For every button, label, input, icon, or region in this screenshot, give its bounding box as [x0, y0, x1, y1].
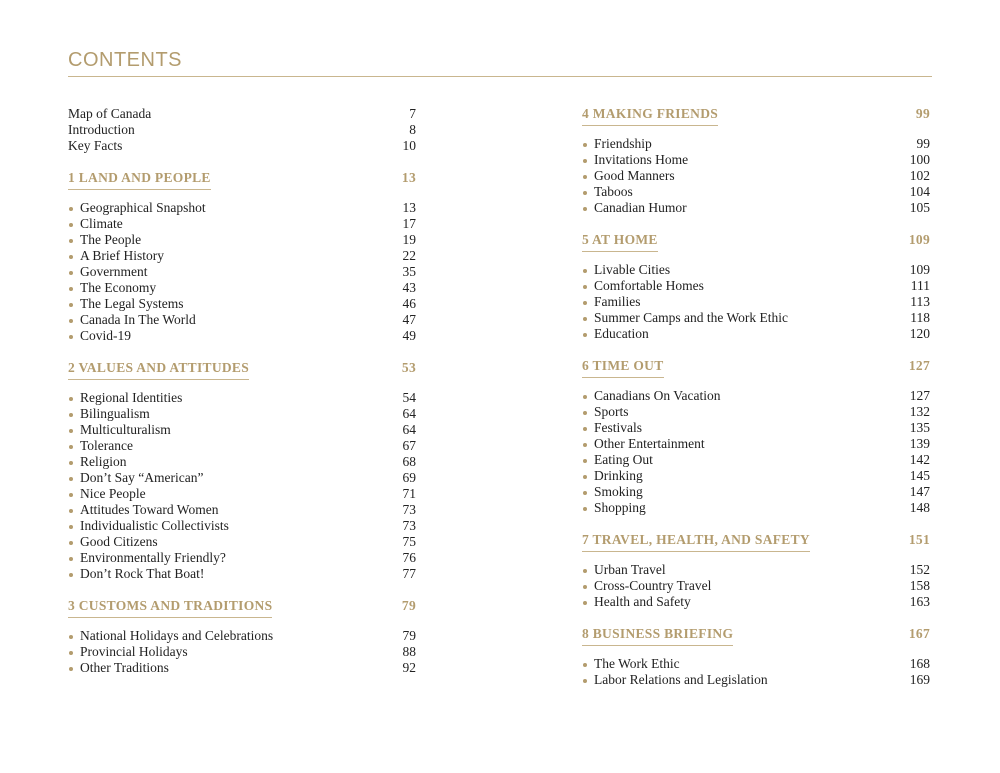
toc-item-page: 67 — [402, 438, 416, 453]
toc-item-label: Other Traditions — [68, 660, 169, 676]
toc-section-heading[interactable] — [582, 532, 930, 554]
toc-item[interactable] — [582, 136, 930, 152]
toc-item[interactable] — [68, 660, 416, 676]
toc-item[interactable] — [68, 628, 416, 644]
toc-item[interactable] — [68, 248, 416, 264]
toc-item-page: 54 — [402, 390, 416, 405]
toc-item-page: 71 — [402, 486, 416, 501]
section-page: 53 — [401, 360, 416, 375]
toc-item[interactable] — [582, 578, 930, 594]
toc-item-label: The Work Ethic — [582, 656, 680, 672]
toc-item-page: 132 — [909, 404, 930, 419]
toc-item[interactable] — [582, 594, 930, 610]
toc-item-label: Good Citizens — [68, 534, 158, 550]
toc-item[interactable] — [68, 200, 416, 216]
toc-item-label: Multiculturalism — [68, 422, 171, 438]
toc-item-label: National Holidays and Celebrations — [68, 628, 273, 644]
toc-item-label: Environmentally Friendly? — [68, 550, 226, 566]
toc-item-label: Invitations Home — [582, 152, 688, 168]
toc-item-label: Regional Identities — [68, 390, 182, 406]
toc-item-label: Geographical Snapshot — [68, 200, 206, 216]
toc-item[interactable] — [582, 420, 930, 436]
toc-item-page: 135 — [909, 420, 930, 435]
toc-item-label: Map of Canada — [68, 106, 152, 121]
toc-item-label: Urban Travel — [582, 562, 666, 578]
toc-item[interactable] — [68, 486, 416, 502]
toc-item-page: 163 — [909, 594, 930, 609]
toc-item[interactable] — [582, 310, 930, 326]
toc-item-label: Canada In The World — [68, 312, 196, 328]
toc-item[interactable] — [582, 500, 930, 516]
toc-item-page: 113 — [910, 294, 930, 309]
toc-item-page: 73 — [402, 502, 416, 517]
toc-right-column — [582, 106, 930, 688]
toc-item-page: 147 — [909, 484, 930, 499]
toc-item[interactable] — [582, 168, 930, 184]
toc-item-label: Key Facts — [68, 138, 123, 153]
toc-item[interactable] — [68, 438, 416, 454]
section-title: 8 BUSINESS BRIEFING — [582, 626, 733, 646]
toc-item-page: 127 — [909, 388, 930, 403]
toc-section-heading[interactable] — [582, 106, 930, 128]
toc-item-label: Don’t Say “American” — [68, 470, 203, 486]
toc-item-page: 75 — [402, 534, 416, 549]
toc-item[interactable] — [68, 566, 416, 582]
heading-divider — [68, 76, 932, 77]
toc-item-page: 13 — [402, 200, 416, 215]
section-title: 7 TRAVEL, HEALTH, AND SAFETY — [582, 532, 810, 552]
section-page: 99 — [915, 106, 930, 121]
toc-item-label: Comfortable Homes — [582, 278, 704, 294]
toc-item-label: Individualistic Collectivists — [68, 518, 229, 534]
toc-item-page: 47 — [402, 312, 416, 327]
toc-item-label: Religion — [68, 454, 127, 470]
toc-item-label: Climate — [68, 216, 123, 232]
toc-item-page: 168 — [909, 656, 930, 671]
toc-item-label: The People — [68, 232, 141, 248]
toc-item-page: 19 — [402, 232, 416, 247]
toc-item-page: 118 — [910, 310, 930, 325]
toc-item[interactable] — [68, 216, 416, 232]
toc-item[interactable] — [582, 562, 930, 578]
toc-front-item[interactable] — [68, 106, 416, 122]
toc-section-heading[interactable] — [68, 360, 416, 382]
section-page: 151 — [908, 532, 930, 547]
toc-item-page: 73 — [402, 518, 416, 533]
toc-item-label: Government — [68, 264, 147, 280]
toc-item-label: Provincial Holidays — [68, 644, 188, 660]
toc-item-page: 152 — [909, 562, 930, 577]
toc-item-page: 8 — [409, 122, 416, 137]
toc-item-page: 100 — [909, 152, 930, 167]
toc-item-label: Eating Out — [582, 452, 653, 468]
toc-item-label: A Brief History — [68, 248, 164, 264]
section-title: 4 MAKING FRIENDS — [582, 106, 718, 126]
toc-item[interactable] — [582, 184, 930, 200]
toc-item-label: Friendship — [582, 136, 652, 152]
toc-item[interactable] — [582, 152, 930, 168]
toc-item-page: 68 — [402, 454, 416, 469]
toc-item-label: Families — [582, 294, 641, 310]
toc-item-label: The Economy — [68, 280, 156, 296]
toc-item[interactable] — [68, 454, 416, 470]
toc-item-page: 77 — [402, 566, 416, 581]
section-title: 6 TIME OUT — [582, 358, 664, 378]
toc-item-label: Good Manners — [582, 168, 675, 184]
toc-item-label: Don’t Rock That Boat! — [68, 566, 204, 582]
toc-item-page: 102 — [909, 168, 930, 183]
toc-item[interactable] — [582, 326, 930, 342]
toc-item-page: 79 — [402, 628, 416, 643]
toc-item-label: Tolerance — [68, 438, 133, 454]
toc-item[interactable] — [68, 470, 416, 486]
toc-item-label: Taboos — [582, 184, 633, 200]
toc-item[interactable] — [68, 312, 416, 328]
toc-item[interactable] — [68, 502, 416, 518]
toc-item-page: 105 — [909, 200, 930, 215]
toc-item-page: 139 — [909, 436, 930, 451]
toc-item[interactable] — [582, 468, 930, 484]
toc-item[interactable] — [582, 672, 930, 688]
section-page: 79 — [401, 598, 416, 613]
toc-item-label: Attitudes Toward Women — [68, 502, 218, 518]
toc-item-label: Festivals — [582, 420, 642, 436]
toc-item-page: 22 — [402, 248, 416, 263]
toc-item-page: 148 — [909, 500, 930, 515]
toc-item-page: 49 — [402, 328, 416, 343]
toc-item[interactable] — [582, 404, 930, 420]
toc-item-label: Other Entertainment — [582, 436, 705, 452]
toc-item-label: Drinking — [582, 468, 643, 484]
toc-item-page: 69 — [402, 470, 416, 485]
toc-item-page: 64 — [402, 422, 416, 437]
toc-item[interactable] — [582, 436, 930, 452]
toc-item-label: Bilingualism — [68, 406, 150, 422]
toc-item-page: 109 — [909, 262, 930, 277]
toc-item-label: Cross-Country Travel — [582, 578, 711, 594]
toc-item-label: Labor Relations and Legislation — [582, 672, 768, 688]
toc-item-page: 145 — [909, 468, 930, 483]
toc-item-label: Shopping — [582, 500, 646, 516]
toc-item-page: 104 — [909, 184, 930, 199]
toc-front-item[interactable] — [68, 138, 416, 154]
toc-item-page: 99 — [916, 136, 930, 151]
section-page: 167 — [908, 626, 930, 641]
toc-item[interactable] — [68, 550, 416, 566]
toc-item[interactable] — [68, 328, 416, 344]
toc-item[interactable] — [582, 200, 930, 216]
toc-item-page: 7 — [409, 106, 416, 121]
toc-item-page: 158 — [909, 578, 930, 593]
toc-left-column — [68, 106, 416, 676]
toc-item-label: Health and Safety — [582, 594, 691, 610]
toc-item[interactable] — [68, 534, 416, 550]
section-title: 3 CUSTOMS AND TRADITIONS — [68, 598, 272, 618]
toc-item-page: 10 — [402, 138, 416, 153]
toc-item[interactable] — [68, 280, 416, 296]
section-title: 2 VALUES AND ATTITUDES — [68, 360, 249, 380]
toc-item[interactable] — [68, 422, 416, 438]
section-page: 127 — [908, 358, 930, 373]
toc-item-page: 142 — [909, 452, 930, 467]
section-title: 5 AT HOME — [582, 232, 658, 252]
toc-item[interactable] — [68, 518, 416, 534]
toc-item[interactable] — [68, 264, 416, 280]
toc-item-label: Smoking — [582, 484, 643, 500]
toc-section-heading[interactable] — [68, 170, 416, 192]
toc-item-label: The Legal Systems — [68, 296, 183, 312]
toc-item-label: Education — [582, 326, 649, 342]
toc-item-page: 120 — [909, 326, 930, 341]
toc-item-page: 76 — [402, 550, 416, 565]
toc-item[interactable] — [582, 484, 930, 500]
toc-item-label: Canadians On Vacation — [582, 388, 720, 404]
toc-item-label: Introduction — [68, 122, 135, 137]
toc-item[interactable] — [68, 296, 416, 312]
toc-item-page: 88 — [402, 644, 416, 659]
toc-item-label: Canadian Humor — [582, 200, 687, 216]
toc-item-label: Sports — [582, 404, 629, 420]
toc-section-heading[interactable] — [582, 358, 930, 380]
page-title: CONTENTS — [68, 49, 182, 71]
toc-item[interactable] — [68, 390, 416, 406]
toc-section-heading[interactable] — [582, 626, 930, 648]
toc-item[interactable] — [582, 294, 930, 310]
toc-item[interactable] — [68, 406, 416, 422]
toc-item-page: 17 — [402, 216, 416, 231]
toc-section-heading[interactable] — [68, 598, 416, 620]
toc-item[interactable] — [582, 278, 930, 294]
toc-item-label: Covid-19 — [68, 328, 131, 344]
toc-item[interactable] — [582, 262, 930, 278]
toc-item[interactable] — [582, 656, 930, 672]
section-page: 109 — [908, 232, 930, 247]
toc-item[interactable] — [582, 452, 930, 468]
toc-item-page: 169 — [909, 672, 930, 687]
toc-item-label: Nice People — [68, 486, 146, 502]
toc-item-page: 111 — [910, 278, 930, 293]
toc-item-page: 35 — [402, 264, 416, 279]
toc-item-label: Livable Cities — [582, 262, 670, 278]
toc-front-item[interactable] — [68, 122, 416, 138]
toc-section-heading[interactable] — [582, 232, 930, 254]
toc-item-page: 64 — [402, 406, 416, 421]
toc-item[interactable] — [582, 388, 930, 404]
section-title: 1 LAND AND PEOPLE — [68, 170, 211, 190]
toc-item-label: Summer Camps and the Work Ethic — [582, 310, 788, 326]
toc-item-page: 46 — [402, 296, 416, 311]
toc-item[interactable] — [68, 232, 416, 248]
section-page: 13 — [401, 170, 416, 185]
toc-item-page: 92 — [402, 660, 416, 675]
toc-item[interactable] — [68, 644, 416, 660]
toc-item-page: 43 — [402, 280, 416, 295]
